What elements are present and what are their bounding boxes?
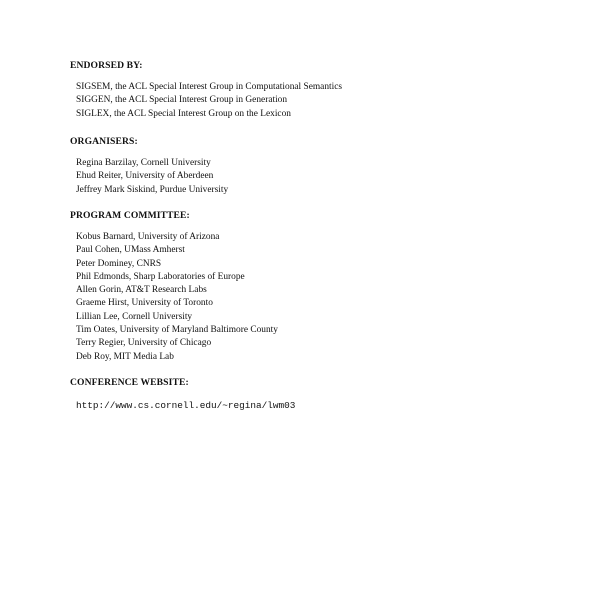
endorsed-by-section <box>70 60 570 121</box>
program-committee-list <box>76 231 570 364</box>
program-committee-section <box>70 210 570 364</box>
organisers-section <box>70 136 570 197</box>
list-item: Allen Gorin, AT&T Research Labs <box>76 285 207 296</box>
list-item: Paul Cohen, UMass Amherst <box>76 245 185 256</box>
list-item: Regina Barzilay, Cornell University <box>76 158 211 168</box>
conference-website-heading: CONFERENCE WEBSITE: <box>70 377 189 388</box>
list-item: Tim Oates, University of Maryland Baltimore County <box>76 325 278 336</box>
list-item: Deb Roy, MIT Media Lab <box>76 351 174 362</box>
conference-website-section <box>70 377 570 412</box>
list-item: SIGGEN, the ACL Special Interest Group in Generation <box>76 95 288 106</box>
program-committee-heading: PROGRAM COMMITTEE: <box>70 210 190 221</box>
list-item: Jeffrey Mark Siskind, Purdue University <box>76 184 229 195</box>
organisers-list <box>76 157 570 197</box>
endorsed-by-list <box>76 81 570 121</box>
list-item: Lillian Lee, Cornell University <box>76 311 193 322</box>
list-item: Graeme Hirst, University of Toronto <box>76 298 213 309</box>
list-item: Kobus Barnard, University of Arizona <box>76 232 220 242</box>
list-item: SIGLEX, the ACL Special Interest Group on the Lexicon <box>76 108 291 119</box>
list-item: Terry Regier, University of Chicago <box>76 338 212 349</box>
list-item: SIGSEM, the ACL Special Interest Group in Computational Semantics <box>76 82 343 92</box>
list-item: Ehud Reiter, University of Aberdeen <box>76 171 214 182</box>
list-item: Peter Dominey, CNRS <box>76 258 162 269</box>
list-item: Phil Edmonds, Sharp Laboratories of Europe <box>76 271 245 282</box>
endorsed-by-heading: ENDORSED BY: <box>70 60 143 71</box>
conference-website-link[interactable]: http://www.cs.cornell.edu/~regina/lwm03 <box>76 400 296 411</box>
organisers-heading: ORGANISERS: <box>70 136 138 147</box>
